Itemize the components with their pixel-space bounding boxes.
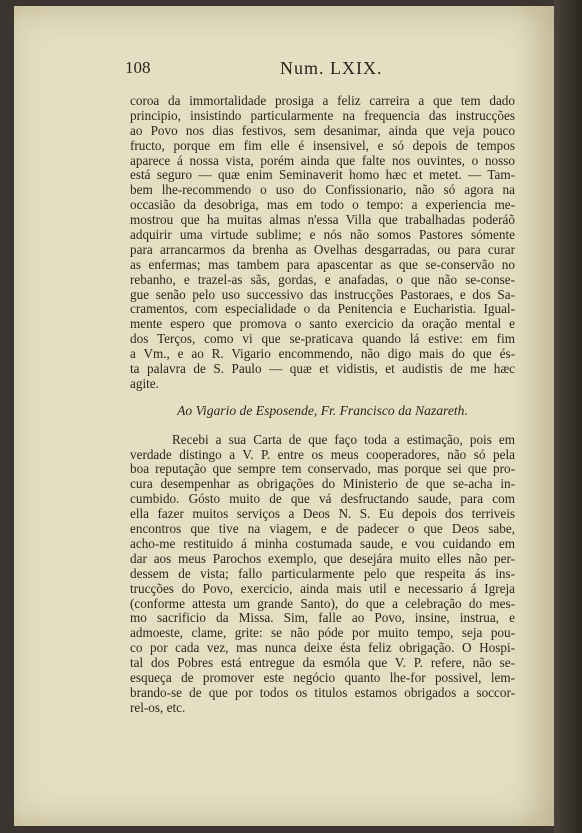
text-line: adquirir uma virtude sublime; e nós não somos Pastores sómente xyxy=(130,228,515,243)
text-line: bem lhe-recommendo o uso do Confissionario, não só agora na xyxy=(130,183,515,198)
text-line: está seguro — quæ enim Seminaverit homo hæc et metet. — Tam- xyxy=(130,168,515,183)
text-line: mostrou que ha muitas almas n'essa Villa que trabalhadas poderáõ xyxy=(130,213,515,228)
text-line: mo sacrificio da Missa. Sim, falle ao Povo, insine, instrua, e xyxy=(130,611,515,626)
text-line: occasião da desobriga, mas em todo o tempo: a experiencia me- xyxy=(130,198,515,213)
text-line: Recebi a sua Carta de que faço toda a estimação, pois em xyxy=(172,432,515,447)
text-line: aparece á nossa vista, porém ainda que falte nos ouvintes, o nosso xyxy=(130,153,515,168)
text-line: co por cada vez, mas nunca deixe ésta feliz obrigação. O Hospi- xyxy=(130,641,515,656)
text-line: mente espero que promova o santo exercicio da oração mental e xyxy=(130,317,515,332)
text-line: para arrancarmos da brenha as Ovelhas desgarradas, ou para curar xyxy=(130,242,515,257)
text-line: admoeste, clame, grite: se não póde por muito tempo, seja pou- xyxy=(130,626,515,641)
text-line: as enfermas; mas tambem para apascentar as que se-conservão no xyxy=(130,257,515,272)
body-text xyxy=(130,94,515,716)
text-line: cramentos, com especialidade o da Penitencia e Eucharistia. Igual- xyxy=(130,302,515,317)
text-line: cura desempenhar as obrigações do Ministerio de que se-acha in- xyxy=(130,477,515,492)
text-line: dessem de vista; fallo particularmente pelo que respeita ás ins- xyxy=(130,566,515,581)
text-line: cumbido. Gósto muito de que vá desfructando saude, para com xyxy=(130,492,515,507)
text-line: principio, insistindo particularmente na frequencia das instrucções xyxy=(130,108,515,123)
text-line: rel-os, etc. xyxy=(130,700,186,715)
text-line: ella fazer muitos serviços a Deos N. S. Eu depois dos terriveis xyxy=(130,507,515,522)
text-line: trucções do Povo, exercicio, ainda mais util e necessario á Igreja xyxy=(130,581,515,596)
running-head: Num. LXIX. xyxy=(280,58,383,78)
text-line: tal dos Pobres está entregue da esmóla que V. P. refere, não se- xyxy=(130,656,515,671)
paragraph-letter-continuation xyxy=(130,94,515,392)
text-line: esqueça de promover este negócio quanto lhe-for possivel, lem- xyxy=(130,670,515,685)
text-line: rebanho, e trazel-as sãs, gordas, e anafadas, o que não se-conse- xyxy=(130,272,515,287)
text-line: ao Povo nos dias festivos, sem desanimar, ainda que veja pouco xyxy=(130,123,515,138)
text-line: fructo, porque em fim elle é insensivel, e só depois de tempos xyxy=(130,138,515,153)
text-line: dar aos meus Parochos exemplo, que desejára muito elles não per- xyxy=(130,551,515,566)
text-line: dos Terços, como vi que se-praticava quando lá estive: em fim xyxy=(130,332,515,347)
letter-heading: Ao Vigario de Esposende, Fr. Francisco da Nazareth. xyxy=(177,402,468,418)
text-line: agite. xyxy=(130,376,159,391)
text-line: gue senão pelo uso successivo das instrucções Pastoraes, e dos Sa- xyxy=(130,287,515,302)
text-line: coroa da immortalidade prosiga a feliz carreira a que tem dado xyxy=(130,94,515,108)
text-line: acho-me restituido á minha costumada saude, e vou cuidando em xyxy=(130,536,515,551)
text-line: ta palavra de S. Paulo — quæ et vidistis, et audistis de me hæc xyxy=(130,362,515,377)
text-line: boa reputação que sempre tem conservado, mas porque sei que pro- xyxy=(130,462,515,477)
page-edge-shadow xyxy=(554,0,582,833)
text-line: brando-se de que por todos os titulos estamos obrigados a soccor- xyxy=(130,685,515,700)
text-line: (conforme attesta um grande Santo), do que a celebração do mes- xyxy=(130,596,515,611)
text-line: verdade distingo a V. P. entre os meus cooperadores, não só pela xyxy=(130,447,515,462)
paragraph-letter-body xyxy=(130,433,515,716)
text-line: a Vm., e ao R. Vigario encommendo, não digo mais do que és- xyxy=(130,347,515,362)
text-line: encontros que tive na viagem, e de padecer o que Deos sabe, xyxy=(130,522,515,537)
page-number: 108 xyxy=(125,58,151,77)
